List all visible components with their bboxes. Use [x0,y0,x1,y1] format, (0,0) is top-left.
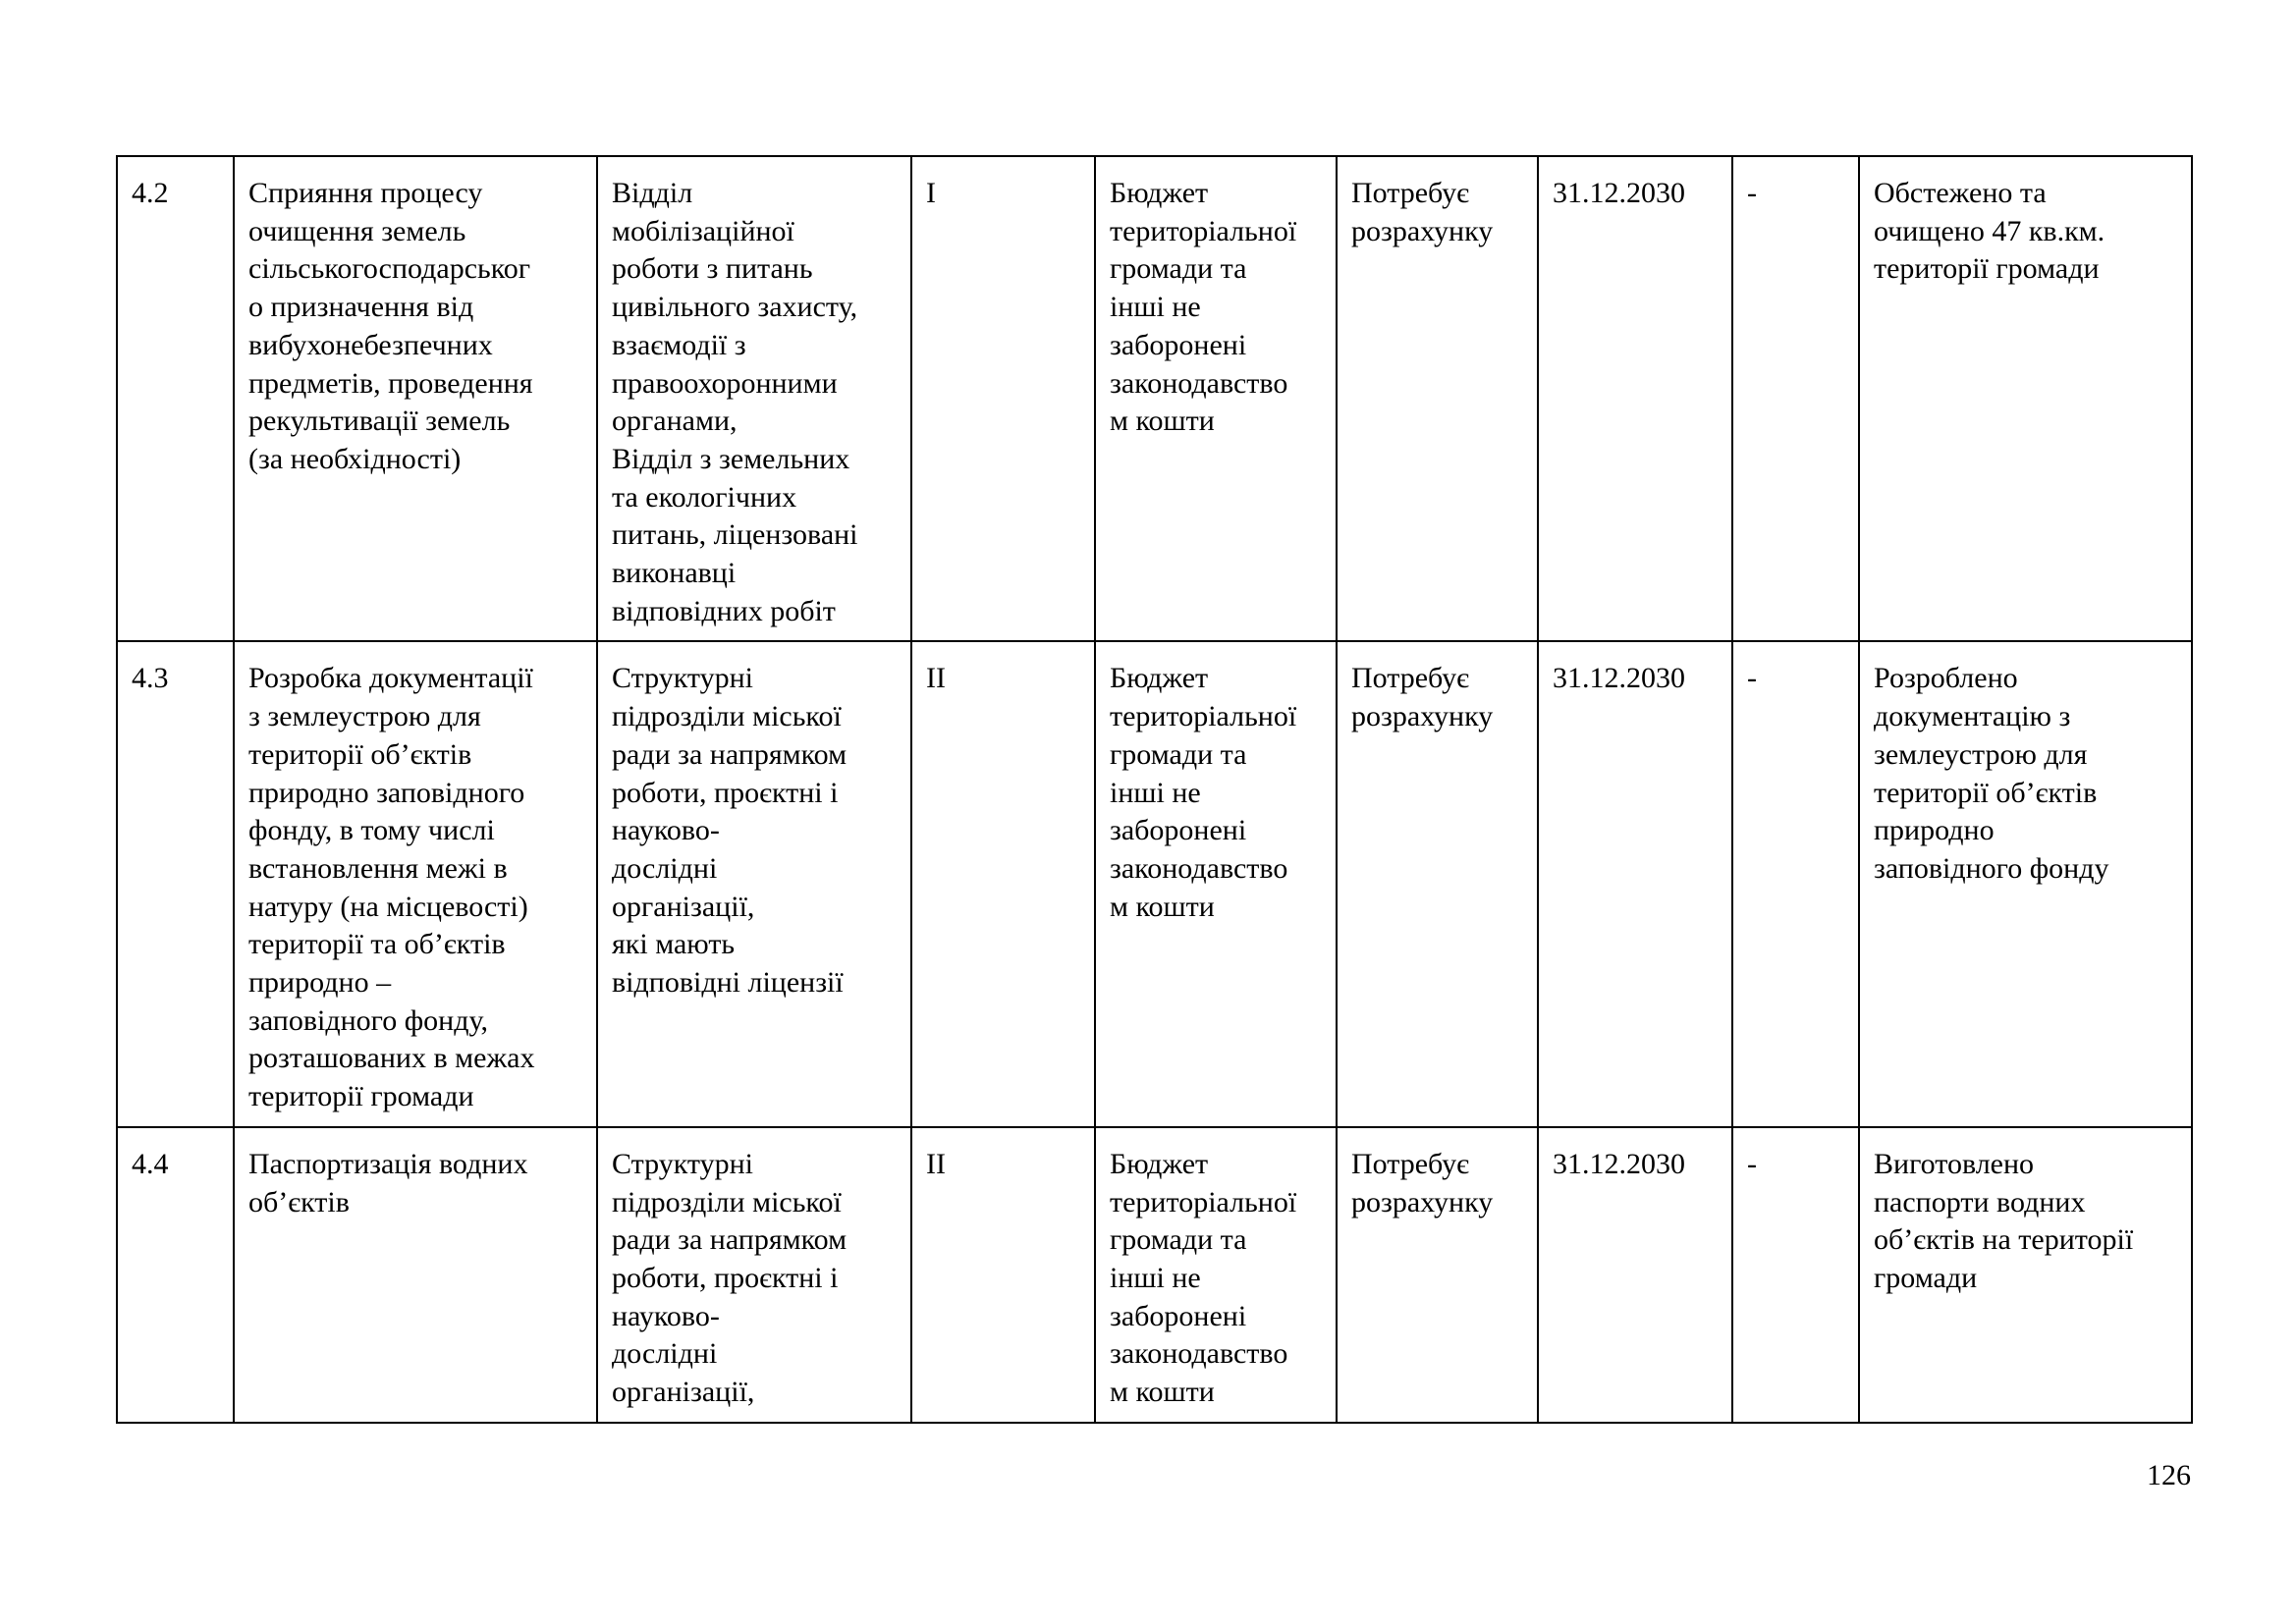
executor-cell: Структурні підрозділи міської ради за напрямком роботи, проєктні і науково- дослідні організації, [597,1127,911,1423]
funding-source-cell: Бюджет територіальної громади та інші не заборонені законодавство м кошти [1095,1127,1337,1423]
executor-cell: Структурні підрозділи міської ради за напрямком роботи, проєктні і науково- дослідні організації, які мають відповідні ліцензії [597,641,911,1126]
result-cell: Розроблено документацію з землеустрою для території об’єктів природно заповідного фонду [1859,641,2192,1126]
mark-cell: - [1732,156,1859,641]
priority-cell: I [911,156,1095,641]
executor-cell: Відділ мобілізаційної роботи з питань цивільного захисту, взаємодії з правоохоронними органами, Відділ з земельних та екологічних питань, ліцензовані виконавці відповідних робіт [597,156,911,641]
funding-source-cell: Бюджет територіальної громади та інші не заборонені законодавство м кошти [1095,156,1337,641]
page-number: 126 [2147,1459,2191,1491]
table-row [117,1127,2192,1423]
result-cell: Виготовлено паспорти водних об’єктів на території громади [1859,1127,2192,1423]
mark-cell: - [1732,1127,1859,1423]
deadline-cell: 31.12.2030 [1538,1127,1732,1423]
amount-cell: Потребує розрахунку [1337,641,1538,1126]
measures-table [116,155,2193,1424]
measure-cell: Паспортизація водних об’єктів [234,1127,597,1423]
row-number-cell: 4.3 [117,641,234,1126]
funding-source-cell: Бюджет територіальної громади та інші не заборонені законодавство м кошти [1095,641,1337,1126]
result-cell: Обстежено та очищено 47 кв.км. території громади [1859,156,2192,641]
priority-cell: II [911,1127,1095,1423]
deadline-cell: 31.12.2030 [1538,156,1732,641]
priority-cell: II [911,641,1095,1126]
amount-cell: Потребує розрахунку [1337,156,1538,641]
table-row [117,156,2192,641]
mark-cell: - [1732,641,1859,1126]
row-number-cell: 4.2 [117,156,234,641]
measure-cell: Сприяння процесу очищення земель сільськогосподарськог о призначення від вибухонебезпечних предметів, проведення рекультивації земель (за необхідності) [234,156,597,641]
deadline-cell: 31.12.2030 [1538,641,1732,1126]
measure-cell: Розробка документації з землеустрою для території об’єктів природно заповідного фонду, в тому числі встановлення межі в натуру (на місцевості) території та об’єктів природно – заповідного фонду, розташованих в межах території громади [234,641,597,1126]
row-number-cell: 4.4 [117,1127,234,1423]
table-row [117,641,2192,1126]
amount-cell: Потребує розрахунку [1337,1127,1538,1423]
